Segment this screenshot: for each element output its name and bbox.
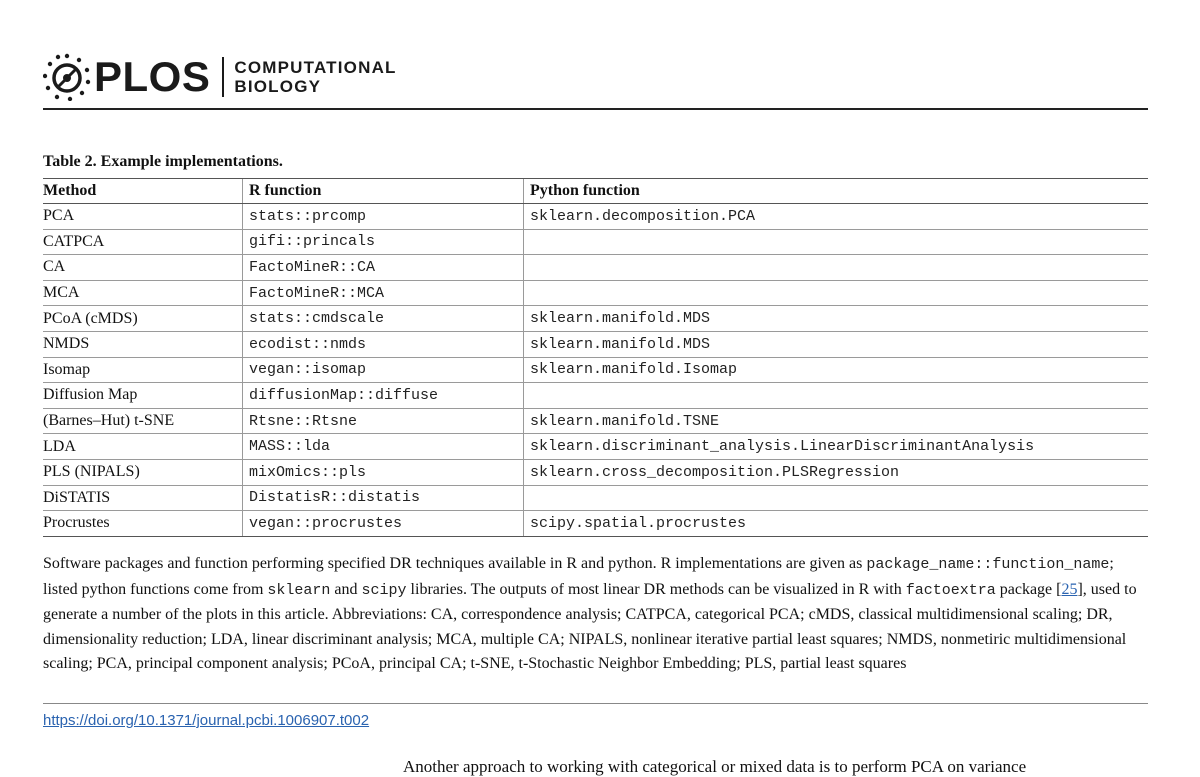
journal-name (234, 58, 396, 96)
caption-code: sklearn (267, 581, 331, 599)
column-header-method: Method (43, 179, 243, 204)
table-row (43, 383, 1148, 409)
r-function-cell: FactoMineR::MCA (243, 280, 524, 306)
r-function-cell: stats::prcomp (243, 204, 524, 230)
method-cell: CATPCA (43, 229, 243, 255)
r-function-cell: FactoMineR::CA (243, 255, 524, 281)
r-function-cell: MASS::lda (243, 434, 524, 460)
table-row (43, 331, 1148, 357)
python-function-cell (524, 280, 1149, 306)
doi-link[interactable]: https://doi.org/10.1371/journal.pcbi.1006907.t002 (43, 712, 370, 729)
python-function-cell: sklearn.manifold.Isomap (524, 357, 1149, 383)
method-cell: MCA (43, 280, 243, 306)
table-row (43, 459, 1148, 485)
table-row (43, 434, 1148, 460)
method-cell: LDA (43, 434, 243, 460)
table-header-row (43, 179, 1148, 204)
journal-header (43, 50, 1148, 110)
column-header-python-function: Python function (524, 179, 1149, 204)
reference-link[interactable]: 25 (1061, 580, 1078, 598)
journal-name-line1: COMPUTATIONAL (234, 58, 397, 77)
python-function-cell: sklearn.cross_decomposition.PLSRegression (524, 459, 1149, 485)
python-function-cell: scipy.spatial.procrustes (524, 511, 1149, 537)
python-function-cell: sklearn.manifold.TSNE (524, 408, 1149, 434)
plos-wordmark: PLOS (94, 53, 211, 100)
method-cell: PCA (43, 204, 243, 230)
table-caption (43, 552, 1148, 677)
caption-text: ; listed python functions come from (43, 555, 1114, 598)
r-function-cell: mixOmics::pls (243, 459, 524, 485)
method-cell: CA (43, 255, 243, 281)
caption-text: and (330, 580, 362, 598)
table-title: Table 2. Example implementations. (43, 153, 283, 170)
table-row (43, 204, 1148, 230)
python-function-cell (524, 383, 1149, 409)
logo-divider (222, 57, 224, 97)
method-cell: PLS (NIPALS) (43, 459, 243, 485)
python-function-cell (524, 485, 1149, 511)
r-function-cell: DistatisR::distatis (243, 485, 524, 511)
table-row (43, 408, 1148, 434)
table-row (43, 229, 1148, 255)
table-row (43, 357, 1148, 383)
caption-divider (43, 703, 1148, 704)
method-cell: (Barnes–Hut) t-SNE (43, 408, 243, 434)
python-function-cell: sklearn.discriminant_analysis.LinearDiscriminantAnalysis (524, 434, 1149, 460)
table-row (43, 255, 1148, 281)
method-cell: Procrustes (43, 511, 243, 537)
caption-code: factoextra (905, 581, 996, 599)
body-text-cutoff: Another approach to working with categorical or mixed data is to perform PCA on variance (403, 757, 1027, 776)
table-row (43, 306, 1148, 332)
r-function-cell: vegan::isomap (243, 357, 524, 383)
caption-code: scipy (361, 581, 407, 599)
method-cell: PCoA (cMDS) (43, 306, 243, 332)
r-function-cell: gifi::princals (243, 229, 524, 255)
method-cell: DiSTATIS (43, 485, 243, 511)
implementations-table (43, 178, 1148, 537)
table-row (43, 280, 1148, 306)
r-function-cell: vegan::procrustes (243, 511, 524, 537)
table-row (43, 485, 1148, 511)
python-function-cell: sklearn.decomposition.PCA (524, 204, 1149, 230)
journal-name-line2: BIOLOGY (234, 77, 322, 96)
r-function-cell: stats::cmdscale (243, 306, 524, 332)
method-cell: Isomap (43, 357, 243, 383)
r-function-cell: diffusionMap::diffuse (243, 383, 524, 409)
method-cell: Diffusion Map (43, 383, 243, 409)
python-function-cell: sklearn.manifold.MDS (524, 306, 1149, 332)
table-row (43, 511, 1148, 537)
r-function-cell: ecodist::nmds (243, 331, 524, 357)
caption-code: package_name::function_name (866, 556, 1110, 573)
plos-logo (43, 52, 397, 102)
r-function-cell: Rtsne::Rtsne (243, 408, 524, 434)
caption-text: package [ (995, 580, 1062, 598)
python-function-cell (524, 229, 1149, 255)
caption-text: Software packages and function performing specified DR techniques available in R and python. R implementations are given as (43, 555, 867, 572)
python-function-cell: sklearn.manifold.MDS (524, 331, 1149, 357)
plos-logo-icon (43, 53, 91, 101)
method-cell: NMDS (43, 331, 243, 357)
column-header-r-function: R function (243, 179, 524, 204)
caption-text: libraries. The outputs of most linear DR methods can be visualized in R with (406, 580, 906, 598)
caption-text: ], used to generate a number of the plots in this article. Abbreviations: CA, correspondence analysis; CATPCA, categorical PCA; cMDS, classical multidimensional scaling; DR, dimensionality reduction; LDA, linear discriminant analysis; MCA, multiple CA; NIPALS, nonlinear iterative partial least squares; NMDS, nonmetiric multidimensional scaling; PCA, principal component analysis; PCoA, principal CA; t-SNE, t-Stochastic Neighbor Embedding; PLS, partial least squares (43, 580, 1137, 673)
python-function-cell (524, 255, 1149, 281)
